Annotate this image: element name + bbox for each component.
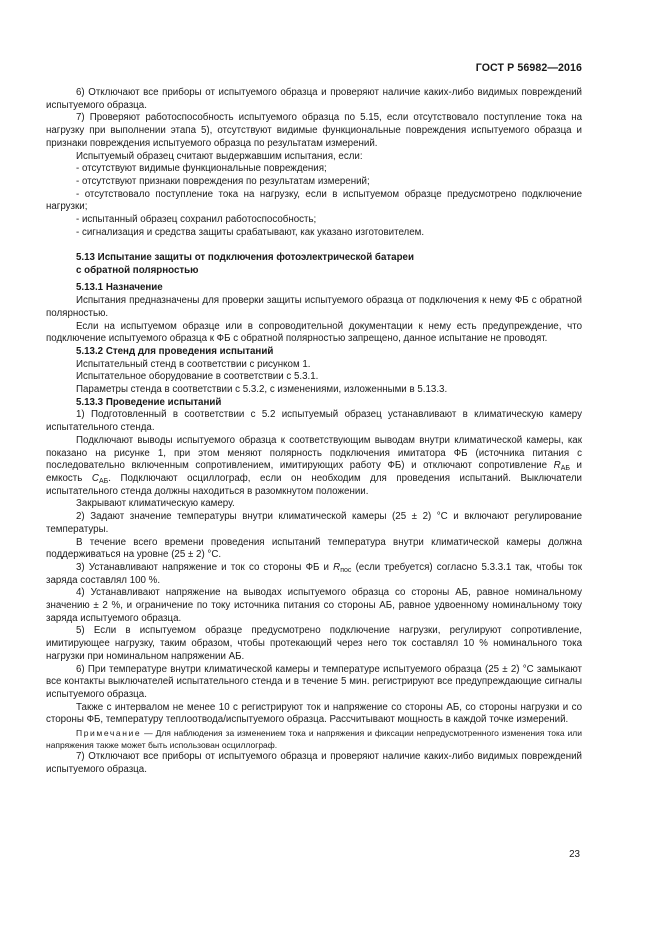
section-title-line2: с обратной полярностью xyxy=(76,265,199,277)
step-3-text-a: 3) Устанавливают напряжение и ток со стороны ФБ и xyxy=(76,561,334,573)
document-header: ГОСТ Р 56982—2016 xyxy=(475,62,582,74)
purpose-paragraph: Испытания предназначены для проверки защиты испытуемого образца от подключения к нему ФБ с обратной полярностью. xyxy=(46,295,582,319)
procedure-step-5: 5) Если в испытуемом образце предусмотрено подключение нагрузки, регулируют сопротивление, имитирующее нагрузку, таким образом, чтобы протекающий через него ток составлял 10 % номинального тока нагрузки при номинальном напряжении АБ. xyxy=(46,625,582,662)
step-6-paragraph: 6) Отключают все приборы от испытуемого образца и проверяют наличие каких-либо видимых повреждений испытуемого образца. xyxy=(46,87,582,111)
criteria-item: - сигнализация и средства защиты срабатывают, как указано изготовителем. xyxy=(76,226,425,238)
subscript-pos: пос xyxy=(340,566,352,574)
note xyxy=(46,727,582,751)
document-body xyxy=(46,87,582,776)
connection-text-b: и емкость xyxy=(46,460,582,484)
note-text: — Для наблюдения за изменением тока и напряжения и фиксации непредусмотренного изменения тока или напряжения также может быть использован осциллограф. xyxy=(46,728,582,751)
purpose-warning-paragraph: Если на испытуемом образце или в сопроводительной документации к нему есть предупреждение, что подключение испытуемого образца к ФБ с обратной полярностью запрещено, данное испытание не проводят. xyxy=(46,320,582,345)
procedure-step-1: 1) Подготовленный в соответствии с 5.2 испытуемый образец устанавливают в климатическую камеру испытательного стенда. xyxy=(46,409,582,434)
procedure-step-6: 6) При температуре внутри климатической камеры и температуре испытуемого образца (25 ± 2) °С замыкают все контакты выключателей испытательного стенда и в течение 5 мин. регистрируют все предупреждающие сигналы испытуемого образца. xyxy=(46,663,582,700)
subscript-ab: АБ xyxy=(98,477,109,485)
symbol-r: R xyxy=(333,561,341,573)
equipment-paragraph: Испытательное оборудование в соответствии с 5.3.1. xyxy=(76,371,319,383)
pass-criteria-intro: Испытуемый образец считают выдержавшим испытания, если: xyxy=(76,150,363,162)
symbol-c: C xyxy=(91,472,99,484)
procedure-step-4: 4) Устанавливают напряжение на выводах испытуемого образца со стороны АБ, равное номинальному значению ± 2 %, и ограничение по току источника питания со стороны АБ, равное удвоенному номинальному току заряда испытуемого образца. xyxy=(46,587,582,624)
procedure-heading: 5.13.3 Проведение испытаний xyxy=(76,396,222,408)
note-lead: Примечание xyxy=(76,728,142,739)
close-camera-paragraph: Закрывают климатическую камеру. xyxy=(76,498,235,510)
section-title xyxy=(46,251,582,277)
criteria-item: - отсутствовало поступление тока на нагрузку, если в испытуемом образце предусмотрено подключение нагрузки; xyxy=(46,188,582,213)
procedure-step-7: 7) Отключают все приборы от испытуемого образца и проверяют наличие каких-либо видимых повреждений испытуемого образца. xyxy=(46,751,582,775)
page-number: 23 xyxy=(569,849,580,860)
step-7-paragraph: 7) Проверяют работоспособность испытуемого образца по 5.15, если отсутствовало поступление тока на нагрузку при выполнении этапа 5), отсутствуют видимые функциональные повреждения испытуемого образца и признаки повреждения испытуемого образца по результатам измерений. xyxy=(46,112,582,149)
purpose-heading: 5.13.1 Назначение xyxy=(76,282,163,294)
procedure-step-2: 2) Задают значение температуры внутри климатической камеры (25 ± 2) °С и включают регулирование температуры. xyxy=(46,511,582,535)
criteria-item: - отсутствуют признаки повреждения по результатам измерений; xyxy=(76,175,370,187)
stand-heading: 5.13.2 Стенд для проведения испытаний xyxy=(76,345,274,357)
stand-parameters-paragraph: Параметры стенда в соответствии с 5.3.2, с изменениями, изложенными в 5.13.3. xyxy=(76,384,448,396)
criteria-item: - отсутствуют видимые функциональные повреждения; xyxy=(76,163,327,175)
stand-paragraph: Испытательный стенд в соответствии с рисунком 1. xyxy=(76,358,311,370)
monitoring-paragraph: Также с интервалом не менее 10 с регистрируют ток и напряжение со стороны АБ, со стороны нагрузки и со стороны ФБ, температуру теплоотвода/испытуемого образца. Рассчитывают мощность в каждой точке измерений. xyxy=(46,701,582,726)
procedure-step-3 xyxy=(46,562,582,587)
subscript-ab: АБ xyxy=(560,465,570,473)
temperature-keep-paragraph: В течение всего времени проведения испытаний температура внутри климатической камеры должна поддерживаться на уровне (25 ± 2) °С. xyxy=(46,536,582,561)
connection-text-c: . Подключают осциллограф, если он необходим для проведения испытаний. Выключатели испытательного стенда должны находиться в разомкнутом положении. xyxy=(46,472,582,497)
connection-paragraph xyxy=(46,435,582,499)
connection-text-a: Подключают выводы испытуемого образца к соответствующим выводам внутри климатической камеры, как показано на рисунке 1, при этом меняют полярность подключения имитатора ФБ (источника питания с последовательно включенным сопротивлением, имитирующих работу ФБ) и отключают сопротивление xyxy=(46,434,582,472)
step-3-text-b: (если требуется) согласно 5.3.3.1 так, чтобы ток заряда составлял 100 %. xyxy=(46,561,582,586)
symbol-r: R xyxy=(553,460,561,472)
section-title-line1: 5.13 Испытание защиты от подключения фотоэлектрической батареи xyxy=(76,252,414,264)
criteria-item: - испытанный образец сохранил работоспособность; xyxy=(76,214,317,226)
